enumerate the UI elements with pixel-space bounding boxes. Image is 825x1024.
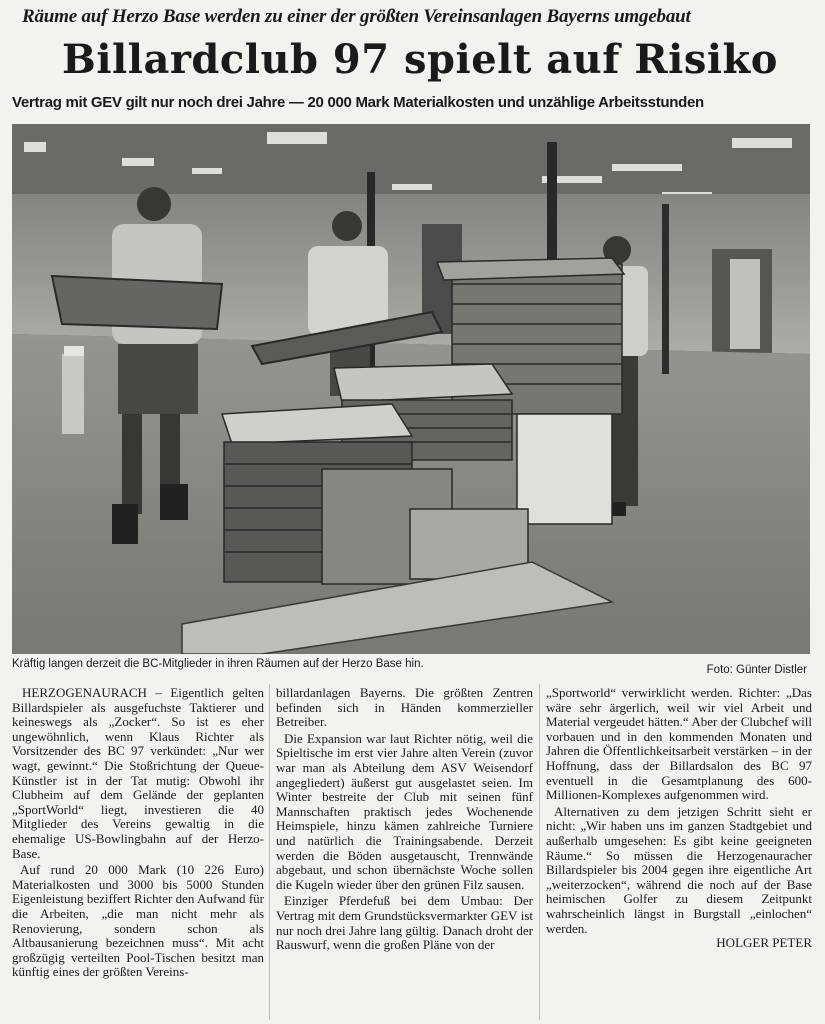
paragraph: „Sportworld“ verwirklicht werden. Richter: „Das wäre sehr ärgerlich, weil wir viel Arbeit und Material vergeudet hätten.“ Aber der Clubchef will vorbauen und in den kommenden Monaten und Jahren die Öffentlichkeitsarbeit verstärken – in der Hoffnung, dass der Billardsalon des BC 97 eventuell in die Gesamtplanung des 600-Millionen-Komplexes aufgenommen wird.	[546, 686, 812, 803]
column-divider	[269, 684, 270, 1020]
subheadline: Vertrag mit GEV gilt nur noch drei Jahre — 20 000 Mark Materialkosten und unzählige Arbeitsstunden	[12, 94, 704, 111]
author-byline: HOLGER PETER	[716, 935, 812, 951]
headline: Billardclub 97 spielt auf Risiko	[62, 36, 778, 83]
kicker-line: Räume auf Herzo Base werden zu einer der größten Vereinsanlagen Bayerns umgebaut	[22, 6, 691, 27]
paragraph: Auf rund 20 000 Mark (10 226 Euro) Materialkosten und 3000 bis 5000 Stunden Eigenleistung beziffert Richter den Aufwand für die Arbeiten, „die man nicht mehr als Renovierung, sondern schon als Altbausanierung bezeichnen muss“. Mit acht großzügig verteilten Pool-Tischen besitzt man künftig eines der größten Vereins-	[12, 862, 264, 980]
paragraph: HERZOGENAURACH – Eigentlich gelten Billardspieler als ausgefuchste Taktierer und keineswegs als „Zocker“. So ist es eher ungewöhnlich, wenn Klaus Richter als Vorsitzender des BC 97 verkündet: „Nur wer wagt, gewinnt.“ Die Stoßrichtung der Queue-Künstler ist in der Tat mutig: Obwohl ihr Clubheim auf dem Gelände der geplanten „SportWorld“ liegt, investieren die 40 Mitglieder des Vereins gewaltig in die ehemalige US-Bowlingbahn auf der Herzo-Base.	[12, 686, 264, 861]
paragraph: billardanlagen Bayerns. Die größten Zentren befinden sich in Händen kommerzieller Betreiber.	[276, 686, 533, 730]
article-column-3	[546, 686, 812, 1018]
photo-illustration	[12, 124, 810, 654]
article-column-1	[12, 686, 264, 1018]
photo-credit: Foto: Günter Distler	[706, 664, 807, 676]
article-column-2	[276, 686, 533, 1018]
article-photo	[12, 124, 810, 654]
paragraph: Einziger Pferdefuß bei dem Umbau: Der Vertrag mit dem Grundstücksvermarkter GEV ist nur noch drei Jahre lang gültig. Danach droht der Rauswurf, wenn die großen Pläne von der	[276, 893, 533, 953]
photo-caption: Kräftig langen derzeit die BC-Mitglieder in ihren Räumen auf der Herzo Base hin.	[12, 658, 424, 670]
paragraph: Alternativen zu dem jetzigen Schritt sieht er nicht: „Wir haben uns im ganzen Stadtgebiet und außerhalb umgesehen: Es gibt keine geeigneten Räume.“ So müssen die Herzogenauracher Billardspieler bis 2004 gegen ihre eigentliche Art „weiterzocken“, während die noch auf der Base heimischen Golfer zu diesem Zeitpunkt wahrscheinlich längst in Burgstall „einlochen“ werden.	[546, 803, 812, 936]
paragraph: Die Expansion war laut Richter nötig, weil die Spieltische im erst vier Jahre alten Verein (zuvor war man als Abteilung dem ASV Weisendorf angegliedert) äußerst gut ausgelastet seien. Im Winter bestreite der Club mit seinen fünf Mannschaften praktisch jedes Wochenende Heimspiele, hinzu kämen zahlreiche Turniere und natürlich die Trainingsabende. Derzeit werden die Böden ausgetauscht, Trennwände abgebaut, und schon übernächste Woche sollen die Kugeln wieder über den grünen Filz sausen.	[276, 730, 533, 892]
column-divider	[539, 684, 540, 1020]
